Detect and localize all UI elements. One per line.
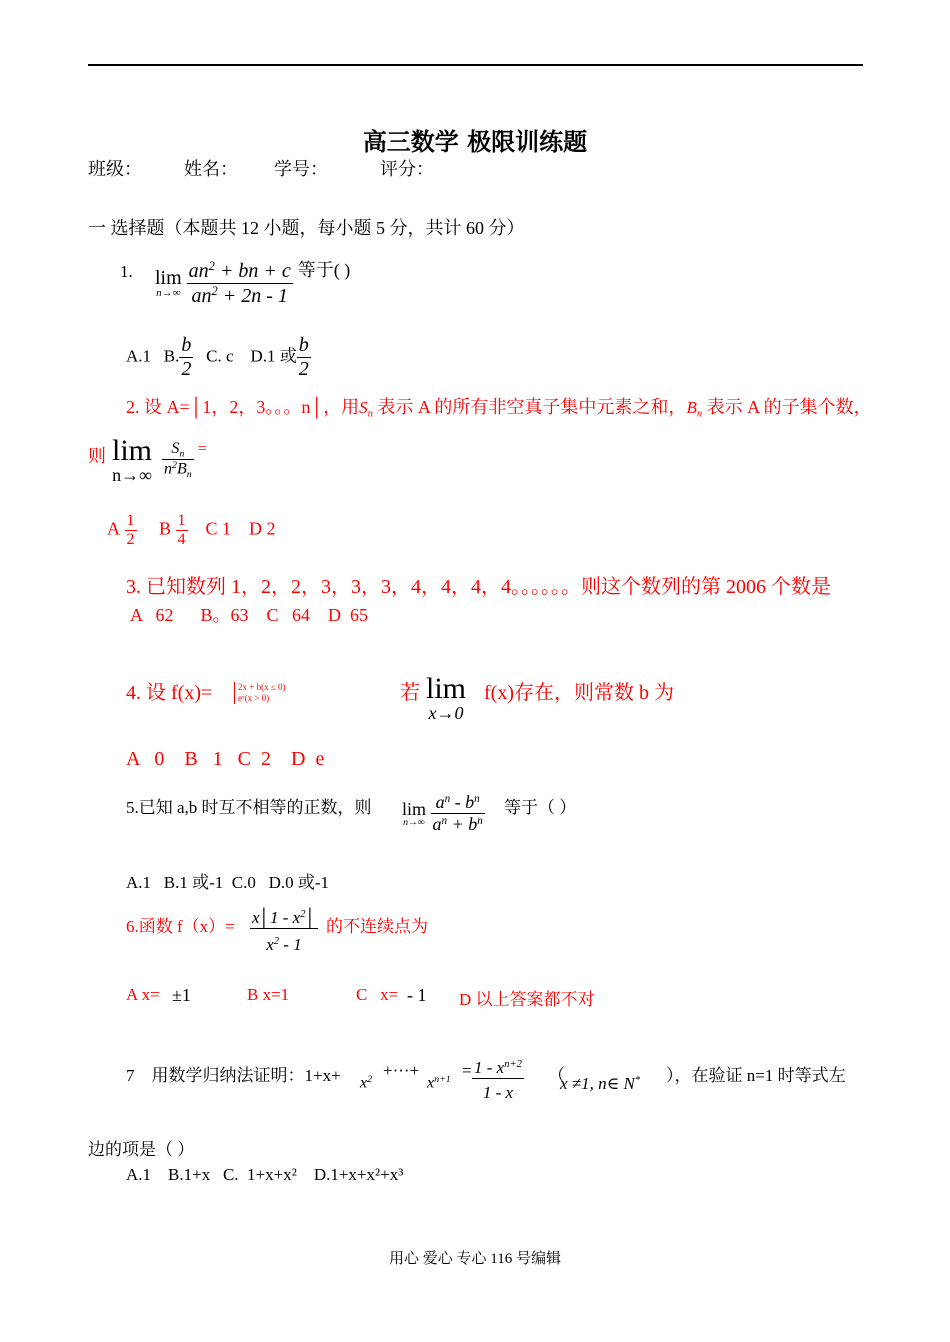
q7-eq: = <box>462 1061 472 1080</box>
q4-piecewise: 2x + b(x ≤ 0) eˣ(x > 0) <box>234 682 286 704</box>
q7-text: 7 用数学归纳法证明：1+x+ <box>126 1066 341 1085</box>
q2-limit: lim n→∞ <box>112 434 153 485</box>
q7-x2: $x^2$ <box>360 1074 373 1092</box>
q4-limit: lim x→0 <box>426 672 467 723</box>
q5-text: 5.已知 a,b 时互不相等的正数，则 <box>126 798 372 817</box>
q5-suffix: 等于（ ） <box>504 798 577 817</box>
field-name: 姓名： <box>184 159 238 180</box>
q7-tail: ），在验证 n=1 时等式左 <box>666 1066 846 1085</box>
q3-text: 3. 已知数列 1，2，2，3，3，3，4，4，4，4。。。。。。则这个数列的第 2006 个数是 <box>126 576 831 598</box>
q7-options: A.1 B.1+x C. 1+x+x² D.1+x+x²+x³ <box>126 1165 404 1184</box>
q2-text: 2. 设 A=│1，2，3。。。n│，用$S_n$ 表示 A 的所有非空真子集中元素之和，$B_n$ 表示 A 的子集个数， <box>126 397 872 420</box>
q2-ze: 则 <box>88 446 106 466</box>
q5-options: A.1 B.1 或-1 C.0 D.0 或-1 <box>126 873 330 892</box>
section-heading: 一 选择题（本题共 12 小题，每小题 5 分，共计 60 分） <box>88 218 525 238</box>
q5-fraction: $\frac{a^n - b^n}{a^n + b^n}$ <box>432 792 483 834</box>
q1-number: 1. <box>120 262 133 281</box>
q4-text: 4. 设 f(x)= <box>126 682 213 704</box>
q7-condition: x ≠1, n∈ N* <box>560 1074 641 1093</box>
q7-paren-open: （ <box>548 1066 565 1085</box>
q5-limit: lim n→∞ <box>402 799 427 828</box>
q1-options: A.1 B. $\frac{b}{2}$ C. c D.1 或 $\frac{b}{2}$ <box>126 334 309 380</box>
q7-line2: 边的项是（ ） <box>88 1140 195 1159</box>
q7-xn1: $x^{n+1}$ <box>427 1074 451 1092</box>
q3-options: A 62 B。63 C 64 D 65 <box>130 605 369 625</box>
q2-fraction: $\frac{S_n}{n^2B_n}$ <box>164 439 192 481</box>
field-score: 评分： <box>380 159 434 180</box>
page-footer: 用心 爱心 专心 116 号编辑 <box>389 1251 561 1267</box>
field-number: 学号： <box>274 159 328 180</box>
q1-fraction: $\frac{an^2 + bn + c}{an^2 + 2n - 1}$ <box>188 259 291 307</box>
q6-text: 6.函数 f（x）= <box>126 917 235 936</box>
q6-suffix: 的不连续点为 <box>326 917 428 936</box>
q2-options: A $\frac{1}{2}$ B $\frac{1}{4}$ C 1 D 2 <box>107 512 276 548</box>
page-title: 高三数学 极限训练题 <box>362 128 588 156</box>
q1-limit: lim n→∞ <box>155 267 182 300</box>
field-class: 班级： <box>88 159 142 180</box>
q4-options: A 0 B 1 C 2 D e <box>126 748 325 770</box>
q4-tail: f(x)存在，则常数 b 为 <box>484 682 674 704</box>
header-rule <box>88 64 863 66</box>
q6-fraction: $\frac{x│1 - x^2│}{x^2 - 1}$ <box>252 908 316 954</box>
q7-dots: +···+ <box>383 1061 420 1080</box>
q4-ruo: 若 <box>400 682 420 704</box>
q7-fraction: $\frac{1 - x^{n+2}}{1 - x}$ <box>474 1058 522 1102</box>
q1-suffix: 等于( ) <box>297 260 351 280</box>
